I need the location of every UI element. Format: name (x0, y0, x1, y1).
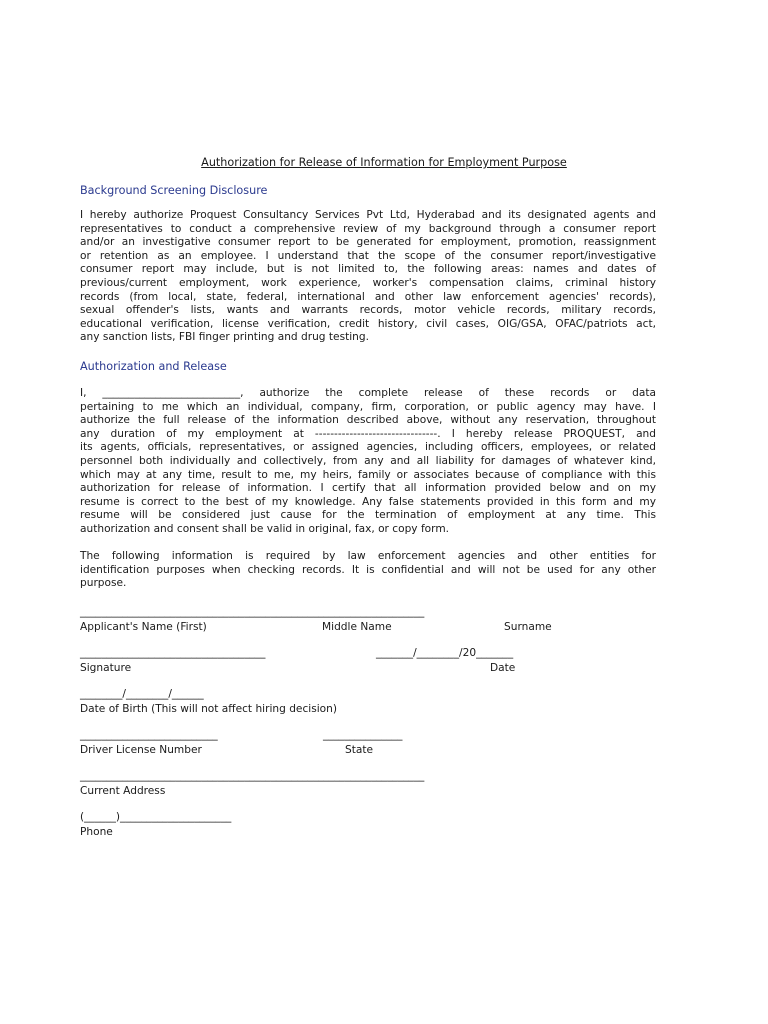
current-address-field[interactable]: _________________________________________________________________ (80, 770, 425, 782)
section-heading-background-screening: Background Screening Disclosure (80, 184, 268, 197)
paragraph-line: consumer report may include, but is not limited to, the following areas: names and dates of (80, 263, 656, 276)
phone-label: Phone (80, 826, 113, 838)
phone-field[interactable]: (______)_____________________ (80, 811, 232, 823)
date-of-birth-label: Date of Birth (This will not affect hiring decision) (80, 703, 338, 715)
paragraph-line: which may at any time, result to me, my heirs, family or associates because of compliance with this (80, 468, 656, 481)
applicant-first-name-label: Applicant's Name (First) (80, 621, 207, 633)
paragraph-line: records (from local, state, federal, international and other law enforcement agencies' records), (80, 290, 656, 303)
paragraph-line: its agents, officials, representatives, or assigned agencies, including officers, employees, or related (80, 441, 656, 454)
current-address-label: Current Address (80, 785, 166, 797)
paragraph-line: educational verification, license verification, credit history, civil cases, OIG/GSA, OFAC/patriots act, (80, 317, 656, 330)
paragraph-line: resume is correct to the best of my knowledge. Any false statements provided in this form and my (80, 495, 656, 508)
date-label: Date (490, 662, 516, 674)
paragraph-identification-info (80, 550, 656, 591)
paragraph-line: authorization for release of information. I certify that all information provided below and on my (80, 482, 656, 495)
paragraph-line: or retention as an employee. I understand that the scope of the consumer report/investigative (80, 249, 656, 262)
paragraph-line: personnel both individually and collectively, from any and all liability for damages of whatever kind, (80, 454, 656, 467)
applicant-name-field[interactable]: _________________________________________________________________ (80, 606, 425, 618)
applicant-middle-name-label: Middle Name (322, 621, 392, 633)
paragraph-line: I, __________________________, authorize the complete release of these records or data (80, 387, 656, 399)
applicant-surname-label: Surname (504, 621, 552, 633)
date-of-birth-field[interactable]: ________/________/______ (80, 688, 204, 700)
section-heading-authorization-release: Authorization and Release (80, 360, 227, 373)
state-field[interactable]: _______________ (323, 729, 403, 741)
paragraph-line: representatives to conduct a comprehensive review of my background through a consumer report (80, 222, 656, 235)
paragraph-line: sexual offender's lists, wants and warrants records, motor vehicle records, military records, (80, 304, 656, 317)
paragraph-line: purpose. (80, 577, 127, 590)
driver-license-label: Driver License Number (80, 744, 202, 756)
document-title: Authorization for Release of Information for Employment Purpose (201, 156, 567, 169)
paragraph-line: previous/current employment, work experience, worker's compensation claims, criminal history (80, 276, 656, 289)
paragraph-line: any sanction lists, FBI finger printing and drug testing. (80, 331, 369, 344)
signature-label: Signature (80, 662, 132, 674)
paragraph-line: authorize the full release of the information described above, without any reservation, throughout (80, 414, 656, 427)
paragraph-background-screening (80, 209, 656, 345)
paragraph-line: I hereby authorize Proquest Consultancy Services Pvt Ltd, Hyderabad and its designated agents and (80, 209, 656, 221)
paragraph-line: The following information is required by law enforcement agencies and other entities for (80, 550, 656, 562)
paragraph-line: any duration of my employment at --------------------------------. I hereby release PROQUEST, and (80, 427, 656, 440)
paragraph-line: resume will be considered just cause for the termination of employment at any time. This (80, 509, 656, 522)
state-label: State (345, 744, 374, 756)
driver-license-field[interactable]: __________________________ (80, 729, 218, 741)
paragraph-line: pertaining to me which an individual, company, firm, corporation, or public agency may have. I (80, 400, 656, 413)
paragraph-line: identification purposes when checking records. It is confidential and will not be used for any other (80, 563, 656, 576)
signature-field[interactable]: ___________________________________ (80, 647, 266, 659)
date-field[interactable]: _______/________/20_______ (376, 647, 514, 659)
paragraph-line: and/or an investigative consumer report to be generated for employment, promotion, reassignment (80, 236, 656, 249)
paragraph-line: authorization and consent shall be valid in original, fax, or copy form. (80, 522, 450, 535)
paragraph-authorization-release (80, 387, 656, 537)
